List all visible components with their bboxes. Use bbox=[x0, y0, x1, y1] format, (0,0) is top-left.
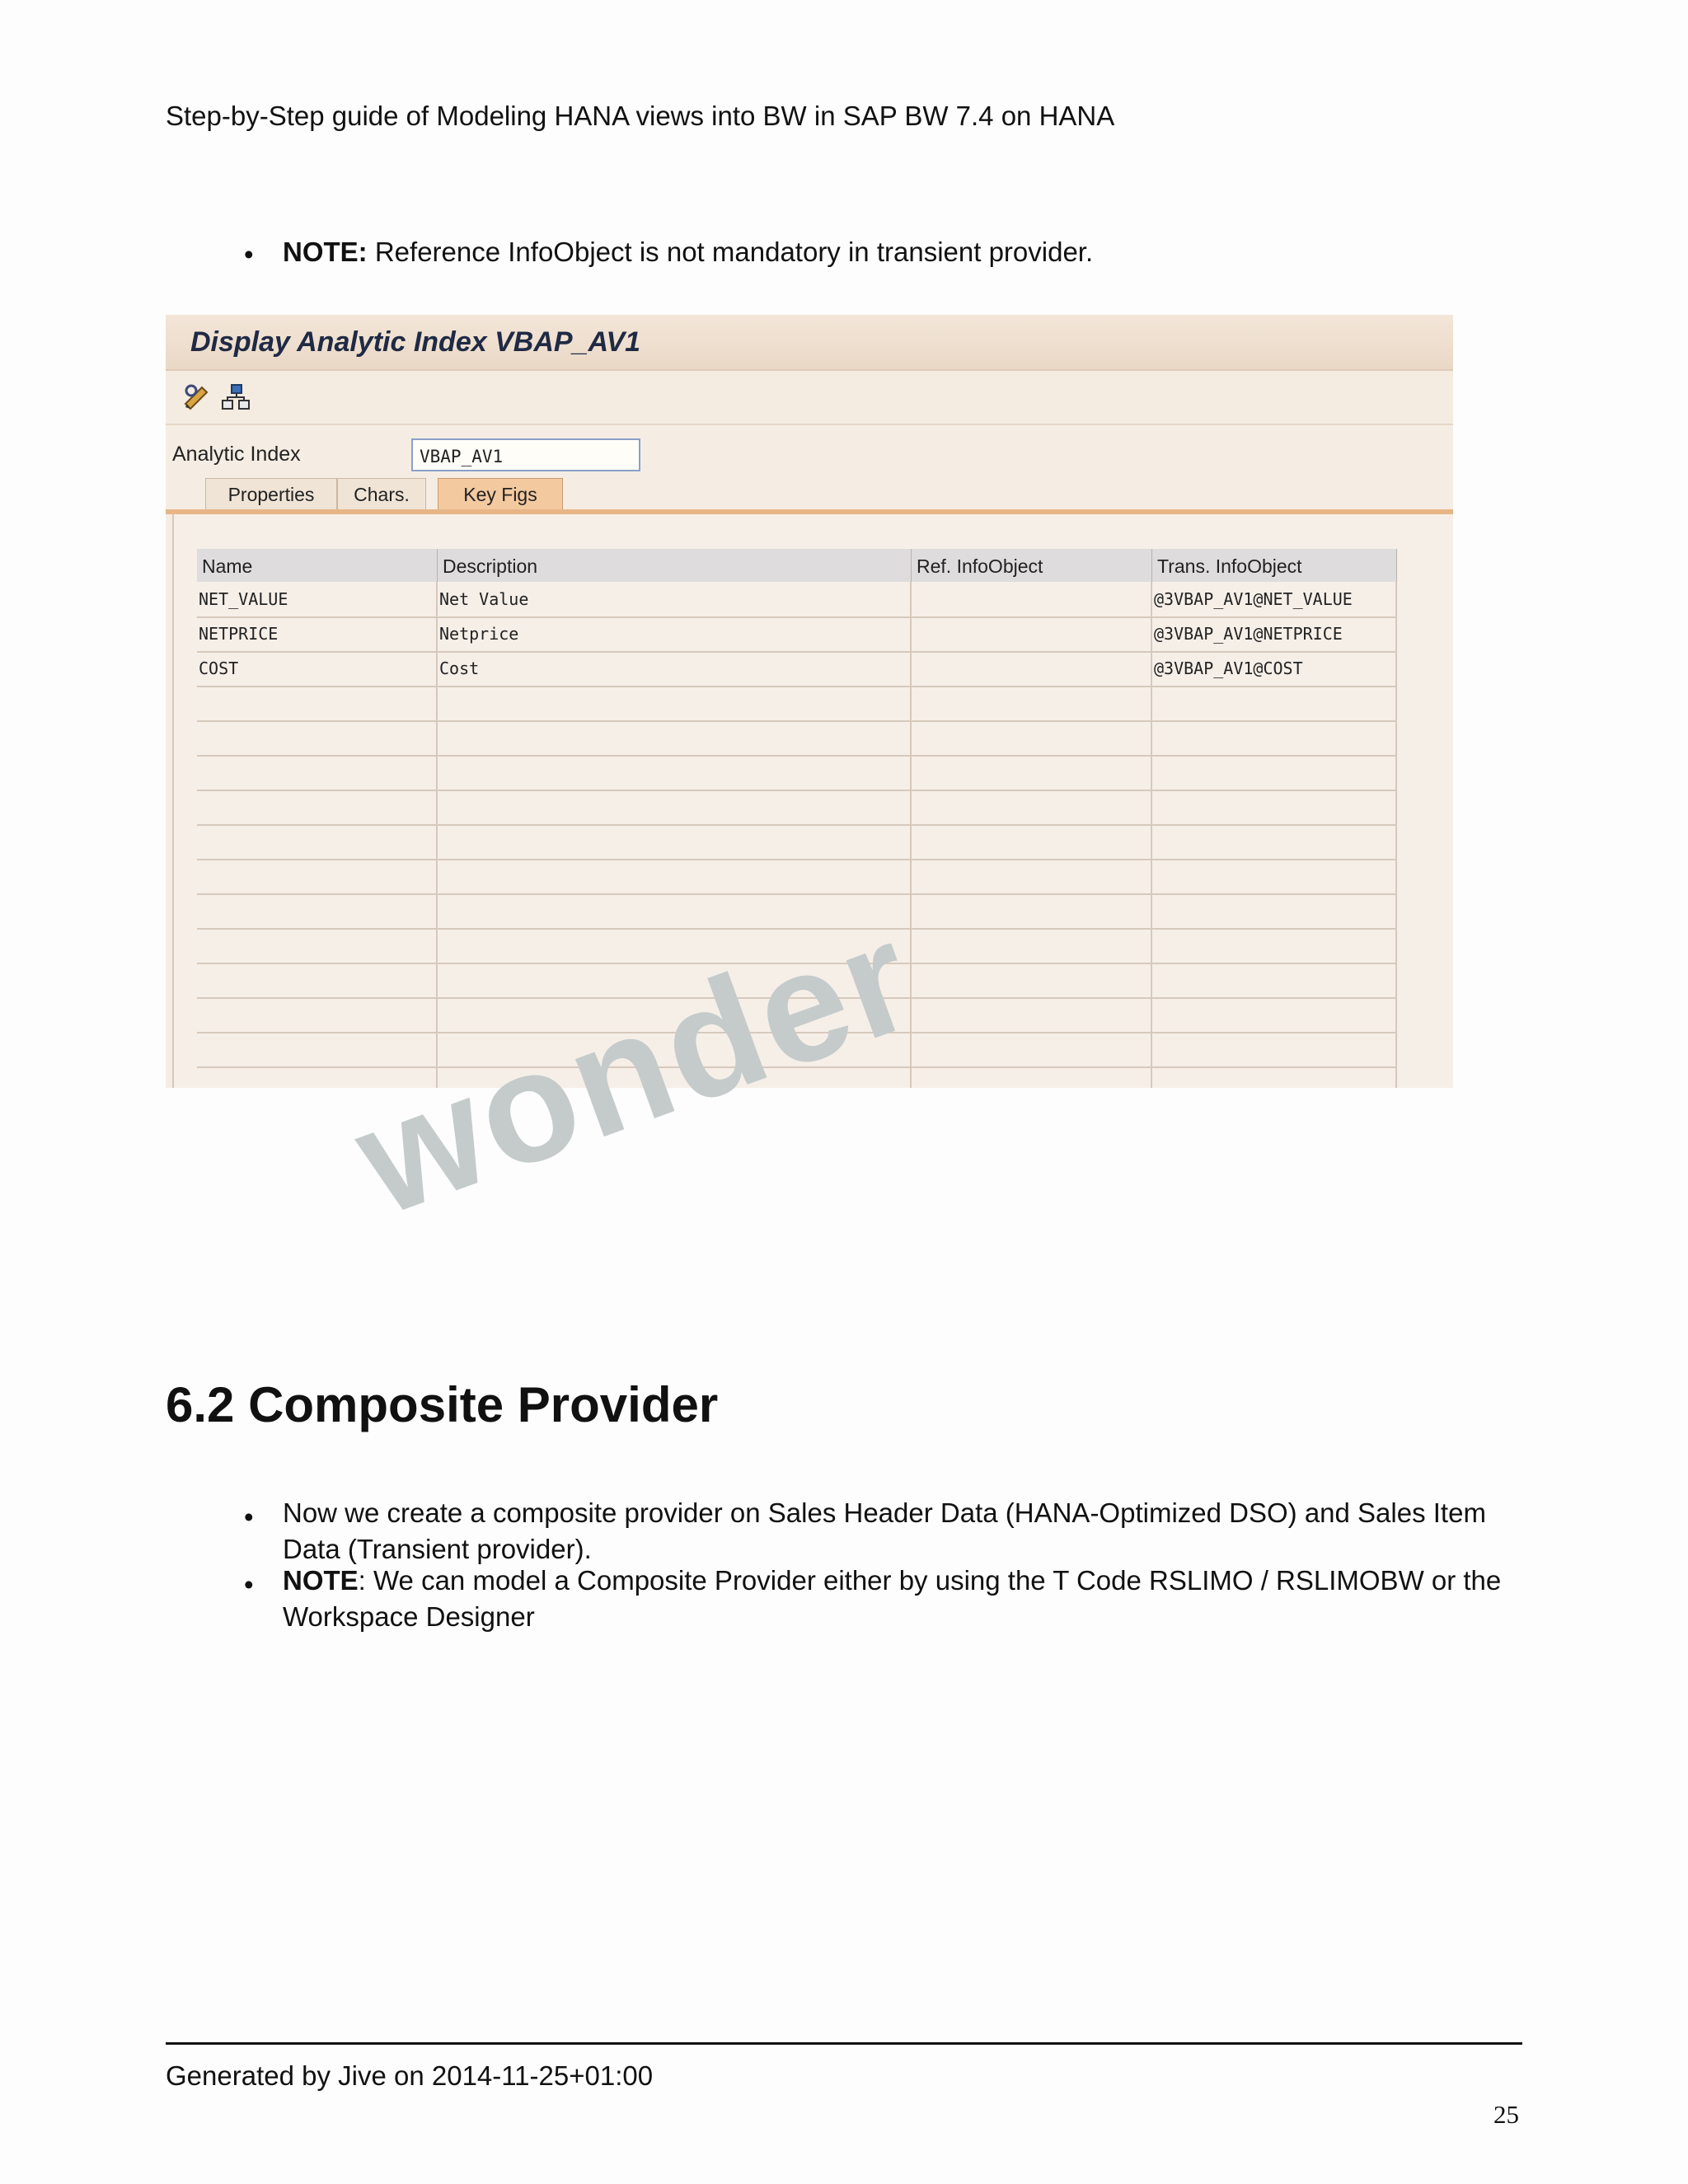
footer-generated: Generated by Jive on 2014-11-25+01:00 bbox=[166, 2060, 654, 2091]
cell-name[interactable]: NET_VALUE bbox=[197, 582, 438, 616]
cell-ref-infoobject[interactable] bbox=[912, 720, 1152, 755]
cell-description[interactable] bbox=[438, 686, 912, 720]
cell-trans-infoobject[interactable] bbox=[1152, 1066, 1397, 1088]
cell-ref-infoobject[interactable] bbox=[912, 790, 1152, 824]
sap-toolbar bbox=[166, 371, 1453, 425]
bullet-icon: • bbox=[244, 239, 254, 269]
cell-name[interactable] bbox=[197, 824, 438, 859]
note-label: NOTE: bbox=[283, 237, 368, 267]
cell-trans-infoobject[interactable] bbox=[1152, 1032, 1397, 1066]
cell-trans-infoobject[interactable] bbox=[1152, 893, 1397, 928]
footer-divider bbox=[166, 2042, 1522, 2045]
cell-trans-infoobject[interactable] bbox=[1152, 824, 1397, 859]
display-change-icon[interactable] bbox=[182, 382, 213, 412]
cell-ref-infoobject[interactable] bbox=[912, 651, 1152, 686]
cell-ref-infoobject[interactable] bbox=[912, 1032, 1152, 1066]
cell-description[interactable] bbox=[438, 755, 912, 790]
cell-trans-infoobject[interactable] bbox=[1152, 859, 1397, 893]
cell-name[interactable]: NETPRICE bbox=[197, 616, 438, 651]
bullet-text bbox=[283, 1495, 1536, 1568]
cell-name[interactable]: COST bbox=[197, 651, 438, 686]
cell-description[interactable]: Netprice bbox=[438, 616, 912, 651]
cell-ref-infoobject[interactable] bbox=[912, 755, 1152, 790]
cell-name[interactable] bbox=[197, 720, 438, 755]
note-label: NOTE bbox=[283, 1565, 359, 1596]
tab-properties[interactable]: Properties bbox=[205, 478, 337, 510]
cell-name[interactable] bbox=[197, 686, 438, 720]
cell-name[interactable] bbox=[197, 963, 438, 997]
bullet-text bbox=[283, 1563, 1536, 1635]
document-header: Step-by-Step guide of Modeling HANA views into BW in SAP BW 7.4 on HANA bbox=[166, 101, 1115, 131]
cell-ref-infoobject[interactable] bbox=[912, 616, 1152, 651]
cell-trans-infoobject[interactable]: @3VBAP_AV1@NETPRICE bbox=[1152, 616, 1397, 651]
column-header-trans-infoobject[interactable]: Trans. InfoObject bbox=[1152, 549, 1397, 582]
bullet-icon: • bbox=[244, 1502, 254, 1532]
bullet-body: : We can model a Composite Provider either by using the T Code RSLIMO / RSLIMOBW or the Workspace Designer bbox=[283, 1565, 1502, 1632]
column-header-name[interactable]: Name bbox=[197, 549, 438, 582]
cell-trans-infoobject[interactable]: @3VBAP_AV1@COST bbox=[1152, 651, 1397, 686]
cell-ref-infoobject[interactable] bbox=[912, 963, 1152, 997]
note-text bbox=[283, 234, 1536, 270]
cell-name[interactable] bbox=[197, 755, 438, 790]
cell-ref-infoobject[interactable] bbox=[912, 582, 1152, 616]
cell-ref-infoobject[interactable] bbox=[912, 928, 1152, 963]
cell-trans-infoobject[interactable] bbox=[1152, 686, 1397, 720]
table-row[interactable] bbox=[197, 616, 1397, 653]
sap-title-bar bbox=[166, 315, 1453, 371]
cell-trans-infoobject[interactable] bbox=[1152, 755, 1397, 790]
table-row[interactable] bbox=[197, 720, 1397, 757]
cell-name[interactable] bbox=[197, 790, 438, 824]
cell-ref-infoobject[interactable] bbox=[912, 997, 1152, 1032]
table-row[interactable] bbox=[197, 651, 1397, 687]
cell-description[interactable] bbox=[438, 790, 912, 824]
cell-trans-infoobject[interactable]: @3VBAP_AV1@NET_VALUE bbox=[1152, 582, 1397, 616]
page-number: 25 bbox=[1493, 2100, 1519, 2129]
cell-name[interactable] bbox=[197, 859, 438, 893]
cell-description[interactable] bbox=[438, 824, 912, 859]
cell-description[interactable] bbox=[438, 720, 912, 755]
watermark: wonder bbox=[335, 887, 937, 1249]
cell-trans-infoobject[interactable] bbox=[1152, 720, 1397, 755]
note-body: Reference InfoObject is not mandatory in transient provider. bbox=[367, 237, 1094, 267]
table-row[interactable] bbox=[197, 686, 1397, 722]
cell-name[interactable] bbox=[197, 893, 438, 928]
cell-name[interactable] bbox=[197, 928, 438, 963]
cell-trans-infoobject[interactable] bbox=[1152, 928, 1397, 963]
table-row[interactable] bbox=[197, 824, 1397, 860]
cell-name[interactable] bbox=[197, 997, 438, 1032]
table-row[interactable] bbox=[197, 790, 1397, 826]
column-header-description[interactable]: Description bbox=[438, 549, 912, 582]
cell-ref-infoobject[interactable] bbox=[912, 686, 1152, 720]
table-row[interactable] bbox=[197, 859, 1397, 895]
sap-screen-title: Display Analytic Index VBAP_AV1 bbox=[190, 326, 641, 358]
bullet-icon: • bbox=[244, 1569, 254, 1600]
section-heading: 6.2 Composite Provider bbox=[166, 1377, 719, 1432]
cell-description[interactable]: Cost bbox=[438, 651, 912, 686]
cell-ref-infoobject[interactable] bbox=[912, 893, 1152, 928]
table-row[interactable] bbox=[197, 755, 1397, 791]
hierarchy-icon[interactable] bbox=[220, 382, 251, 412]
bullet-body: Now we create a composite provider on Sales Header Data (HANA-Optimized DSO) and Sales Item Data (Transient provider). bbox=[283, 1497, 1486, 1564]
cell-description[interactable]: Net Value bbox=[438, 582, 912, 616]
analytic-index-input[interactable]: VBAP_AV1 bbox=[411, 438, 640, 471]
cell-ref-infoobject[interactable] bbox=[912, 824, 1152, 859]
tab-key-figs[interactable]: Key Figs bbox=[438, 478, 563, 510]
cell-ref-infoobject[interactable] bbox=[912, 859, 1152, 893]
cell-trans-infoobject[interactable] bbox=[1152, 963, 1397, 997]
analytic-index-label: Analytic Index bbox=[172, 443, 301, 466]
cell-ref-infoobject[interactable] bbox=[912, 1066, 1152, 1088]
tab-chars[interactable]: Chars. bbox=[337, 478, 426, 510]
column-header-ref-infoobject[interactable]: Ref. InfoObject bbox=[912, 549, 1152, 582]
cell-trans-infoobject[interactable] bbox=[1152, 790, 1397, 824]
cell-description[interactable] bbox=[438, 859, 912, 893]
cell-trans-infoobject[interactable] bbox=[1152, 997, 1397, 1032]
table-row[interactable] bbox=[197, 582, 1397, 618]
